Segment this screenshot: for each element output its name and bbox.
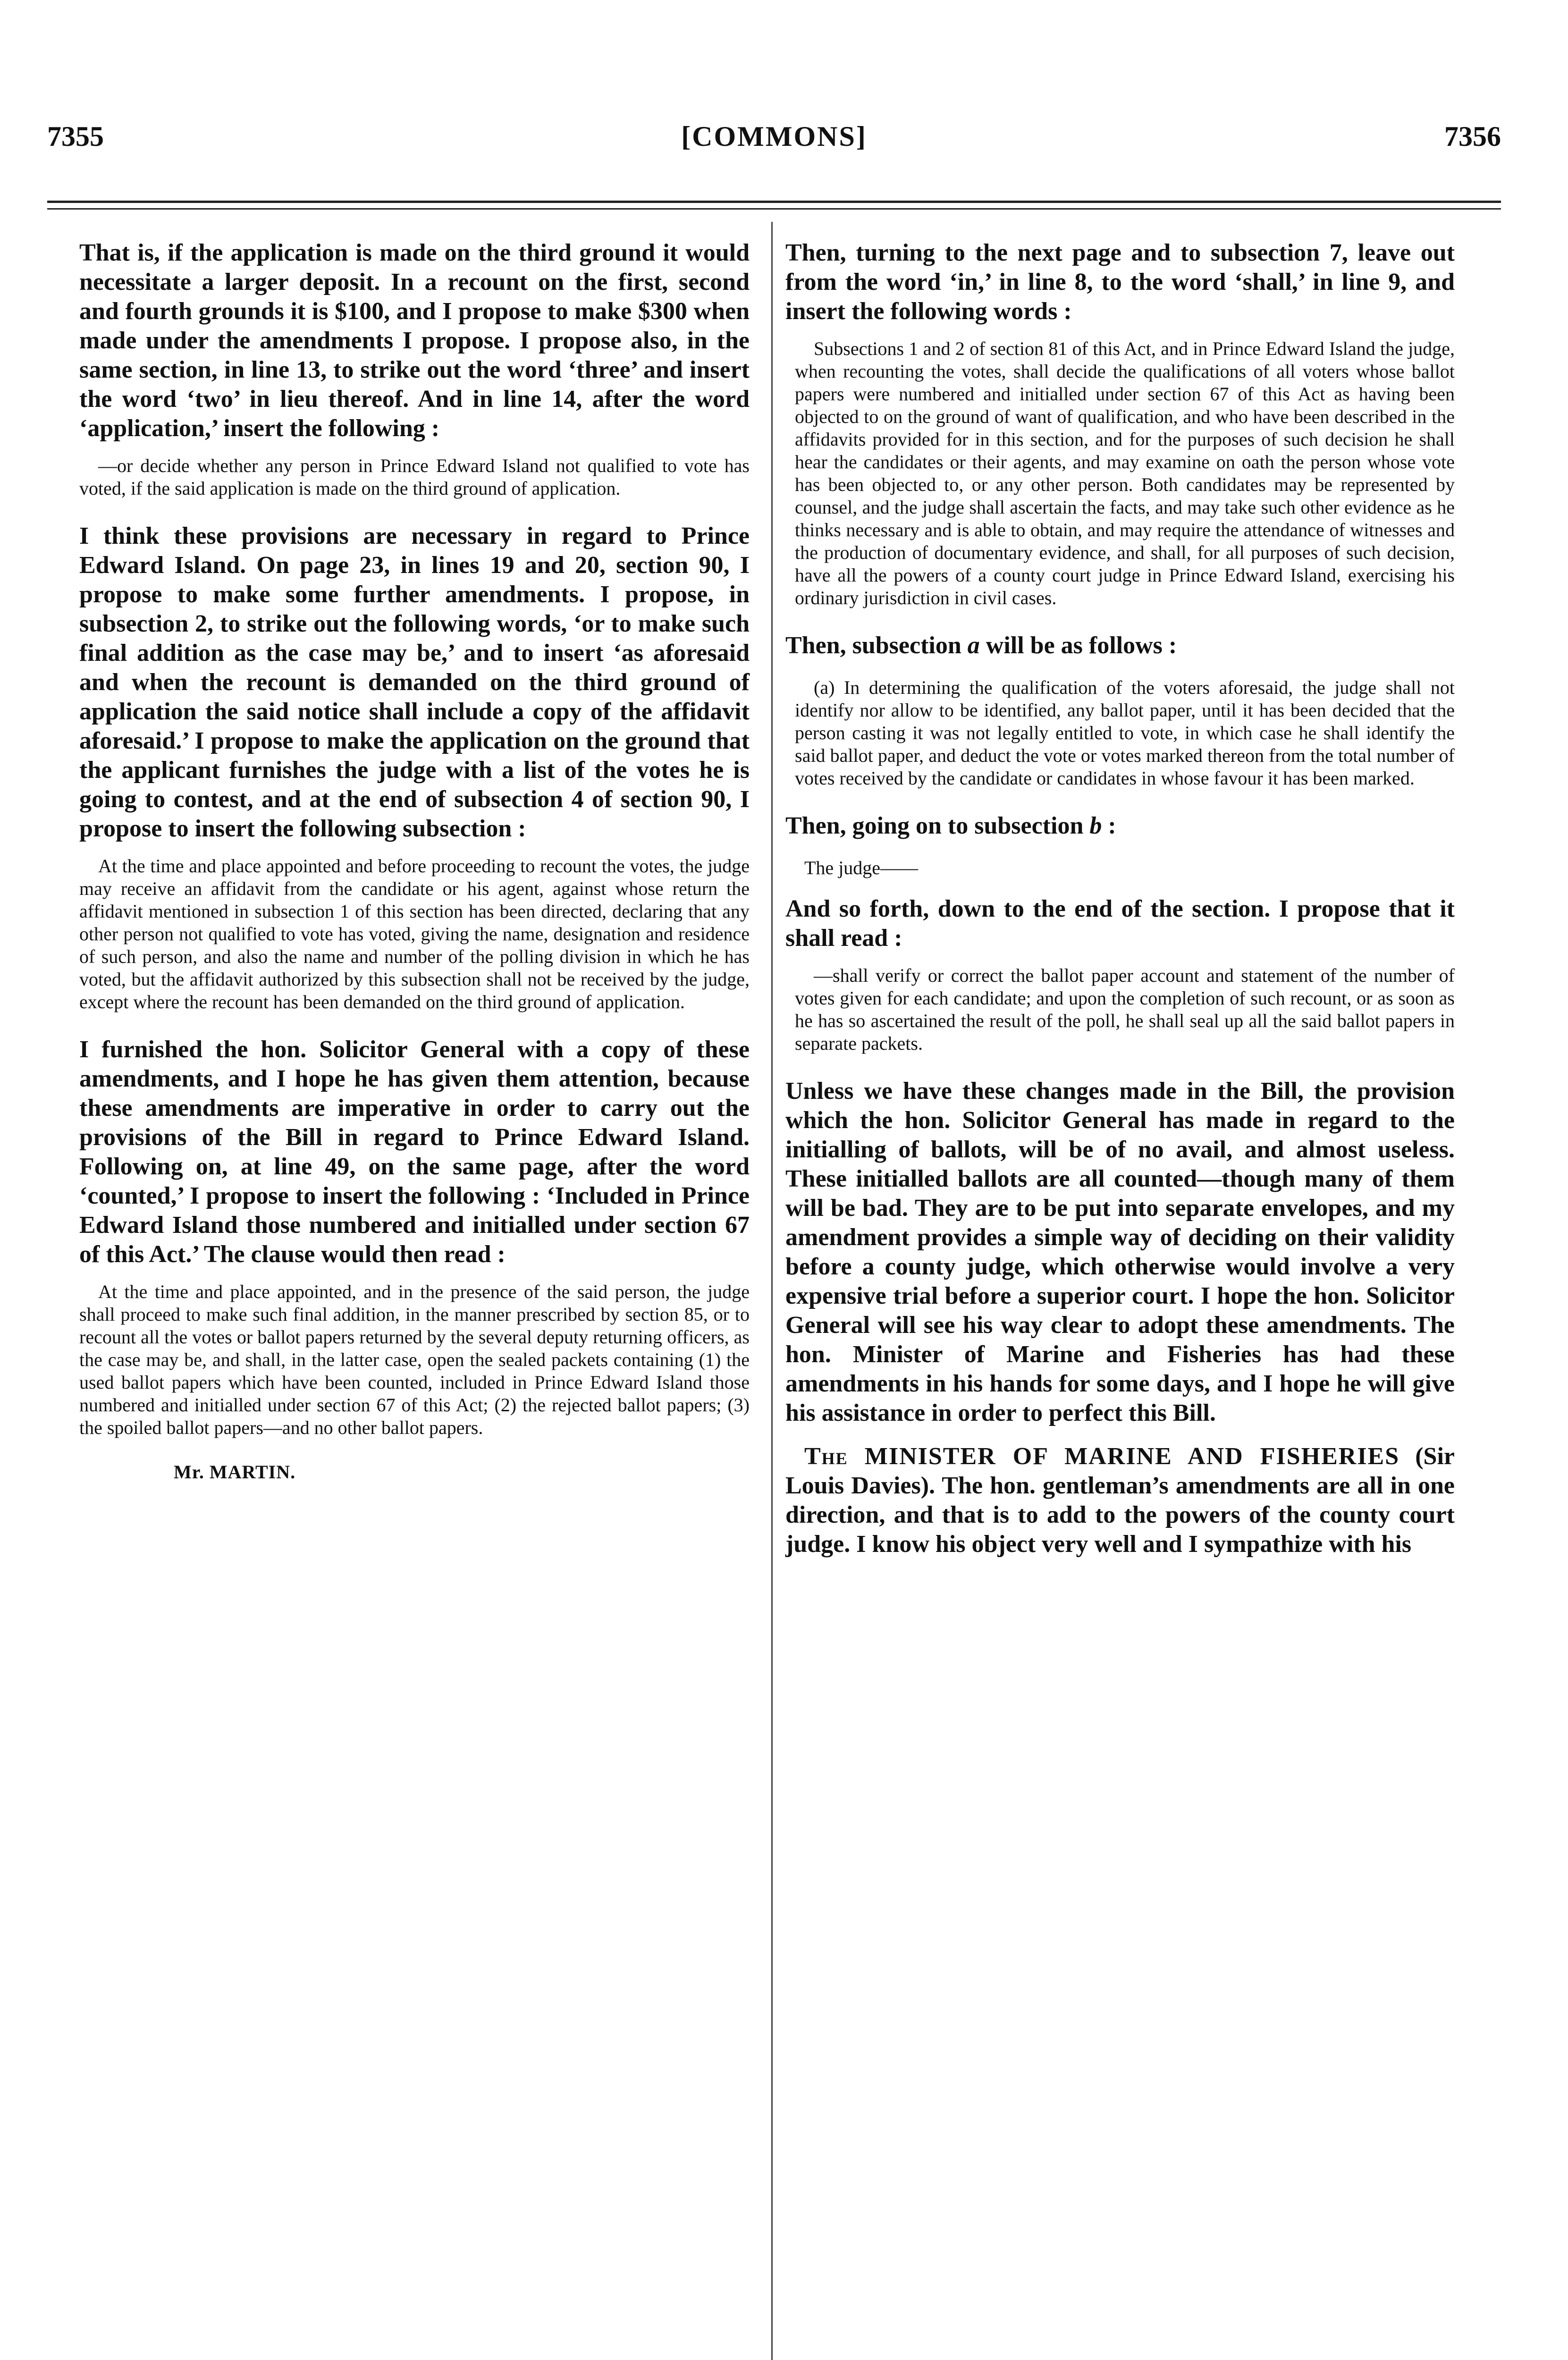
header-rule-bottom <box>47 208 1501 210</box>
quoted-amendment: (a) In determining the qualification of the voters aforesaid, the judge shall not identify nor allow to be identified, any ballot paper, until it has been decided that the person casting it was not legally entitled to vote, in which case he shall identify the said ballot paper, and deduct the vote or votes marked thereon from the total number of votes received by the candidate or candidates in whose favour it has been marked. <box>795 677 1455 789</box>
paragraph: I think these provisions are necessary in regard to Prince Edward Island. On page 23, in lines 19 and 20, section 90, I propose to make some further amendments. I propose, in subsection 2, to strike out the following words, ‘or to make such final addition as the case may be,’ and to insert ‘as aforesaid and when the recount is demanded on the third ground of application the said notice shall include a copy of the affidavit aforesaid.’ I propose to make the application on the ground that the applicant furnishes the judge with a list of the votes he is going to contest, and at the end of subsection 4 of section 90, I propose to insert the following subsection : <box>79 523 750 842</box>
paragraph: I furnished the hon. Solicitor General with a copy of these amendments, and I hope he has given them attention, because these amendments are imperative in order to carry out the provisions of the Bill in regard to Prince Edward Island. Following on, at line 49, on the same page, after the word ‘counted,’ I propose to insert the following : ‘Included in Prince Edward Island those numbered and initialled under section 67 of this Act.’ The clause would then read : <box>79 1036 750 1268</box>
left-page-number: 7355 <box>47 121 104 152</box>
heading-text: Then, subsection <box>785 632 968 659</box>
quoted-amendment: At the time and place appointed and before proceeding to recount the votes, the judge may receive an affidavit from the candidate or his agent, against whose return the affidavit mentioned in subsection 1 of this section has been directed, declaring that any other person not qualified to vote has voted, giving the name, designation and residence of such person, and also the name and number of the polling division in which he has voted, but the affidavit authorized by this subsection shall not be received by the judge, except where the recount has been demanded on the third ground of application. <box>79 855 750 1012</box>
header-rule-top <box>47 201 1501 203</box>
subsection-heading <box>785 811 1455 841</box>
running-title: [COMMONS] <box>681 121 867 152</box>
page-header <box>47 120 1501 168</box>
heading-text: Then, going on to subsection <box>785 812 1090 839</box>
subsection-heading <box>785 631 1455 660</box>
paragraph: And so forth, down to the end of the section. I propose that it shall read : <box>785 895 1455 952</box>
subsection-letter: b <box>1089 812 1102 839</box>
heading-text: will be as follows : <box>979 632 1177 659</box>
left-column <box>79 238 750 1483</box>
paragraph: That is, if the application is made on the third ground it would necessitate a larger deposit. In a recount on the first, second and fourth grounds it is $100, and I propose to make $300 when made under the amendments I propose. I propose also, in the same section, in line 13, to strike out the word ‘three’ and insert the word ‘two’ in lieu thereof. And in line 14, after the word ‘application,’ insert the following : <box>79 239 750 442</box>
quoted-fragment: The judge—— <box>804 857 919 878</box>
column-divider <box>771 222 773 2360</box>
speaker-name: The MINISTER OF MARINE AND FISHERIES <box>804 1443 1400 1470</box>
speaker-signature: Mr. MARTIN. <box>174 1461 296 1483</box>
quoted-amendment: At the time and place appointed, and in the presence of the said person, the judge shall proceed to make such final addition, in the manner prescribed by section 85, or to recount all the votes or ballot papers returned by the several deputy returning officers, as the case may be, and shall, in the latter case, open the sealed packets containing (1) the used ballot papers which have been counted, included in Prince Edward Island those numbered and initialled under section 67 of this Act; (2) the rejected ballot papers; (3) the spoiled ballot papers—and no other ballot papers. <box>79 1281 750 1438</box>
right-column <box>785 238 1455 1559</box>
speaker-paragraph <box>785 1442 1455 1559</box>
speaker-remarks: (Sir Louis Davies). The hon. gentleman’s amendments are all in one direction, and that is to add to the powers of the county court judge. I know his object very well and I sympathize with his <box>785 1443 1455 1558</box>
quoted-amendment: —shall verify or correct the ballot paper account and statement of the number of votes given for each candidate; and upon the completion of such recount, or as soon as he has so ascertained the result of the poll, he shall seal up all the said ballot papers in separate packets. <box>795 965 1455 1054</box>
subsection-letter: a <box>967 632 980 659</box>
heading-text: : <box>1102 812 1116 839</box>
right-page-number: 7356 <box>1444 121 1501 152</box>
paragraph: Unless we have these changes made in the Bill, the provision which the hon. Solicitor General has made in regard to the initialling of ballots, will be of no avail, and almost useless. These initialled ballots are all counted—though many of them will be bad. They are to be put into separate envelopes, and my amendment provides a simple way of deciding on their validity before a county judge, which otherwise would involve a very expensive trial before a superior court. I hope the hon. Solicitor General will see his way clear to adopt these amendments. The hon. Minister of Marine and Fisheries has had these amendments in his hands for some days, and I hope he will give his assistance in order to perfect this Bill. <box>785 1078 1455 1426</box>
paragraph: Then, turning to the next page and to subsection 7, leave out from the word ‘in,’ in line 8, to the word ‘shall,’ in line 9, and insert the following words : <box>785 239 1455 325</box>
quoted-amendment: Subsections 1 and 2 of section 81 of this Act, and in Prince Edward Island the judge, when recounting the votes, shall decide the qualifications of all voters whose ballot papers were numbered and initialled under section 67 of this Act as having been objected to on the ground of want of qualification, and who have been described in the affidavits provided for in this section, and for the purposes of such decision he shall hear the candidates or their agents, and may examine on oath the person whose vote has been objected to, or any other person. Both candidates may be represented by counsel, and the judge shall ascertain the facts, and may take such other evidence as he thinks necessary and is able to obtain, and may require the attendance of witnesses and the production of documentary evidence, and shall, for all purposes of such decision, have all the powers of a county court judge in Prince Edward Island, exercising his ordinary jurisdiction in civil cases. <box>795 338 1455 608</box>
quoted-amendment: —or decide whether any person in Prince Edward Island not qualified to vote has voted, if the said application is made on the third ground of application. <box>79 455 750 499</box>
